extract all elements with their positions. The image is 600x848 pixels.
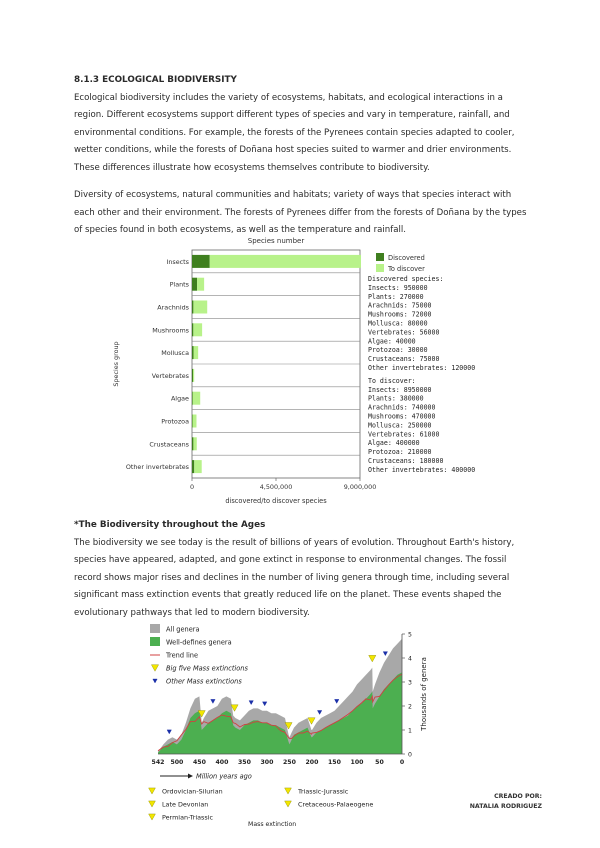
legend-swatch-all-genera [150, 624, 160, 633]
bar-to-discover [194, 460, 201, 473]
credit-author: NATALIA RODRIGUEZ [469, 803, 542, 810]
bottom-legend-label: Cretaceous-Palaeogene [298, 800, 374, 809]
category-label: Plants [169, 280, 189, 289]
other-extinction-marker [317, 710, 321, 714]
note-line: Vertebrates: 56000 [368, 328, 440, 337]
bar-discovered [192, 460, 194, 473]
other-extinction-marker [262, 702, 266, 706]
genera-area-chart [140, 620, 445, 830]
credit-label: CREADO POR: [494, 793, 542, 800]
bar-discovered [192, 437, 193, 450]
note-line: Protozoa: 210000 [368, 448, 432, 457]
bar-discovered [192, 323, 193, 336]
other-extinction-marker [167, 730, 171, 734]
y-tick-label: 1 [408, 727, 412, 735]
bar-to-discover [210, 255, 361, 268]
note-line: Mollusca: 250000 [368, 421, 432, 430]
x-axis-label: Million years ago [196, 772, 252, 781]
note-line: Mushrooms: 470000 [368, 412, 436, 421]
note-line: Other invertebrates: 120000 [368, 364, 476, 372]
big-five-extinction-marker [369, 655, 376, 661]
note-title: To discover: [368, 376, 416, 385]
species-bar-chart [104, 232, 524, 514]
bottom-legend-label: Triassic-Jurassic [298, 787, 349, 796]
other-extinction-marker [249, 701, 253, 705]
note-line: Arachnids: 740000 [368, 403, 436, 412]
note-line: Insects: 8950000 [368, 385, 432, 394]
legend-swatch-to-discover [376, 264, 384, 272]
section-biodiversity-ages [74, 517, 532, 622]
bar-to-discover [193, 346, 198, 359]
legend-label: Other Mass extinctions [166, 677, 242, 686]
note-line: Crustaceans: 180000 [368, 457, 444, 465]
y-tick-label: 2 [408, 703, 412, 711]
section-heading: *The Biodiversity throughout the Ages [74, 520, 266, 530]
other-extinction-marker [383, 652, 387, 656]
y-tick-label: 0 [408, 751, 412, 759]
legend-swatch-big-five [151, 665, 158, 671]
bottom-legend-label: Permian-Triassic [162, 813, 213, 822]
x-tick-label: 4,500,000 [259, 483, 293, 491]
x-tick-label: 400 [215, 759, 229, 766]
category-label: Algae [170, 394, 189, 403]
category-label: Mushrooms [152, 326, 189, 335]
y-axis-label: Species group [112, 341, 120, 387]
note-line: Crustaceans: 75000 [368, 355, 440, 364]
note-line: Vertebrates: 61000 [368, 430, 440, 439]
paragraph: Ecological biodiversity includes the variety of ecosystems, habitats, and ecological interactions in a region. Different ecosystems support different types of species and vary in temperature, rainfall, and environmental conditions. For example, the forests of the Pyrenees contain species adapted to cooler, wetter conditions, while the forests of Doñana host species suited to warmer and drier environments. These differences illustrate how ecosystems themselves contribute to biodiversity. [74, 92, 515, 173]
other-extinction-marker [335, 699, 339, 703]
x-tick-label: 350 [237, 759, 251, 766]
x-tick-label: 0 [399, 759, 405, 766]
x-tick-label: 250 [282, 759, 296, 766]
x-axis-label: discovered/to discover species [225, 497, 327, 505]
y-axis-label: Thousands of genera [420, 657, 428, 731]
bar-to-discover [193, 301, 207, 314]
note-line: Mollusca: 80000 [368, 319, 428, 328]
credit [452, 792, 542, 812]
bottom-legend-label: Late Devonian [162, 800, 209, 809]
bar-to-discover [193, 437, 196, 450]
x-tick-label: 100 [350, 759, 364, 766]
legend-label: Trend line [166, 651, 199, 660]
category-label: Insects [166, 257, 189, 266]
category-label: Crustaceans [149, 440, 189, 449]
section-ecological-biodiversity [74, 72, 532, 240]
category-label: Other invertebrates [125, 463, 189, 472]
note-title: Discovered species: [368, 275, 444, 283]
note-line: Arachnids: 75000 [368, 301, 432, 310]
legend-label: Discovered [388, 254, 425, 262]
y-tick-label: 5 [408, 631, 412, 639]
x-tick-label: 542 [151, 759, 165, 766]
note-line: Other invertebrates: 400000 [368, 465, 476, 474]
note-line: Algae: 40000 [368, 337, 416, 346]
y-tick-label: 4 [408, 655, 412, 663]
bar-to-discover [193, 392, 200, 405]
note-line: Plants: 270000 [368, 292, 424, 301]
bottom-legend-marker [149, 814, 156, 820]
bottom-legend-marker [149, 801, 156, 807]
legend-label: Well-defines genera [166, 638, 232, 647]
x-tick-label: 150 [328, 759, 341, 766]
bar-discovered [192, 392, 193, 405]
category-label: Mollusca [161, 349, 189, 358]
note-line: Mushrooms: 72000 [368, 310, 432, 319]
other-extinction-marker [211, 699, 215, 703]
x-tick-label: 9,000,000 [343, 483, 377, 491]
x-tick-label: 50 [375, 759, 384, 766]
legend-label: All genera [166, 625, 200, 634]
x-tick-label: 500 [170, 759, 184, 766]
note-line: Protozoa: 30000 [368, 346, 428, 355]
note-line: Insects: 950000 [368, 283, 428, 292]
bar-discovered [192, 346, 193, 359]
bar-to-discover [193, 323, 202, 336]
paragraph: Diversity of ecosystems, natural communities and habitats; variety of ways that species interact with each other and their environment. The forests of Pyrenees differ from the forests of Doñana by the types of species found in both ecosystems, as well as the temperature and rainfall. [74, 190, 527, 235]
x-tick-label: 300 [260, 759, 274, 766]
bottom-legend-marker [285, 801, 292, 807]
bar-discovered [192, 278, 197, 291]
legend-label: Big five Mass extinctions [166, 664, 248, 673]
bar-to-discover [193, 415, 197, 428]
legend-swatch-well-defined [150, 637, 160, 646]
x-tick-label: 200 [305, 759, 319, 766]
bar-discovered [192, 301, 193, 314]
note-line: Plants: 380000 [368, 394, 424, 403]
category-label: Vertebrates [151, 371, 189, 380]
y-tick-label: 3 [408, 679, 412, 687]
bar-discovered [192, 369, 193, 382]
bottom-legend-marker [149, 788, 156, 794]
bar-to-discover [197, 278, 204, 291]
chart-title: Species number [247, 237, 305, 245]
section-heading: 8.1.3 ECOLOGICAL BIODIVERSITY [74, 75, 237, 85]
bottom-legend-title: Mass extinction [248, 821, 297, 828]
bottom-legend-label: Ordovician-Silurian [162, 787, 223, 796]
legend-swatch-discovered [376, 253, 384, 261]
note-line: Algae: 400000 [368, 439, 420, 448]
paragraph: The biodiversity we see today is the result of billions of years of evolution. Throughout Earth's history, species have appeared, adapted, and gone extinct in response to environmental changes. The fossil record shows major rises and declines in the number of living genera through time, including several significant mass extinction events that greatly reduced life on the planet. These events shaped the evolutionary pathways that led to modern biodiversity. [74, 537, 515, 618]
category-label: Protozoa [161, 417, 189, 426]
legend-swatch-other [153, 679, 157, 683]
bar-to-discover [193, 369, 194, 382]
x-tick-label: 450 [192, 759, 206, 766]
x-tick-label: 0 [189, 483, 195, 491]
bar-discovered [192, 255, 210, 268]
legend-label: To discover [388, 265, 425, 273]
category-label: Arachnids [157, 303, 189, 312]
x-arrow-head [188, 774, 193, 779]
bottom-legend-marker [285, 788, 292, 794]
